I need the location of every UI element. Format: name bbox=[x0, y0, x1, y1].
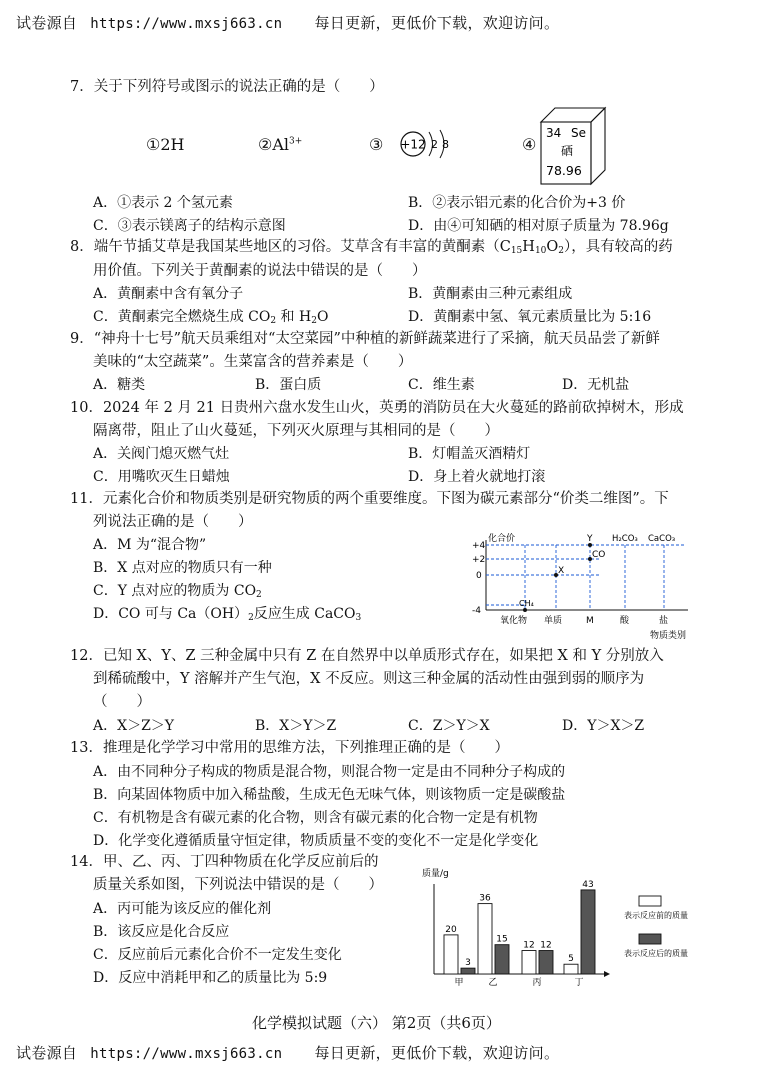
bar-after-3 bbox=[539, 951, 553, 974]
q7-symbol-2: $②Al^{3+}$ bbox=[258, 135, 303, 154]
q14-option-d[interactable]: D．反应中消耗甲和乙的质量比为 5:9 bbox=[93, 970, 328, 986]
q11-option-b[interactable]: B．X 点对应的物质只有一种 bbox=[93, 560, 272, 576]
q7-option-a[interactable]: A．①表示 2 个氢元素 bbox=[93, 195, 233, 211]
q12-stem-line-2: 到稀硫酸中，Y 溶解并产生气泡，X 不反应。则这三种金属的活动性由强到弱的顺序为 bbox=[93, 671, 645, 687]
q10-option-b[interactable]: B．灯帽盖灭酒精灯 bbox=[408, 446, 531, 462]
q11-option-a[interactable]: A．M 为“混合物” bbox=[93, 537, 207, 553]
page-header bbox=[16, 12, 559, 33]
q12-option-d[interactable]: D．Y＞X＞Z bbox=[562, 718, 645, 734]
substance-category-axis-label: 物质类别 bbox=[650, 631, 687, 641]
label-y: Y bbox=[587, 534, 593, 544]
q14-option-c[interactable]: C．反应前后元素化合价不一定发生变化 bbox=[93, 947, 342, 963]
data-label-after-1: 3 bbox=[465, 958, 471, 969]
q9-stem-line-2: 美味的“太空蔬菜”。生菜富含的营养素是（ ） bbox=[93, 354, 413, 370]
bar-before-4 bbox=[564, 964, 578, 974]
footer-url[interactable]: https://www.mxsj663.cn bbox=[90, 1046, 283, 1062]
q8-option-c[interactable]: C．黄酮素完全燃烧生成 $CO_2$ 和 $H_2O$ bbox=[93, 309, 329, 326]
atomic-mass: 78.96 bbox=[546, 163, 582, 178]
bar-before-1 bbox=[444, 935, 458, 974]
data-label-after-3: 12 bbox=[540, 940, 552, 951]
footer-slogan: 每日更新，更低价下载，欢迎访问。 bbox=[314, 1044, 560, 1062]
q10-option-c[interactable]: C．用嘴吹灭生日蜡烛 bbox=[93, 469, 230, 485]
ytick-plus4: +4 bbox=[472, 541, 486, 551]
q8-stem-line-2: 用价值。下列关于黄酮素的说法中错误的是（ ） bbox=[93, 263, 427, 279]
selenium-element-cell bbox=[537, 104, 609, 186]
category-oxide: 氧化物 bbox=[500, 616, 528, 626]
data-label-after-4: 43 bbox=[582, 879, 594, 890]
header-source: 试卷源自 bbox=[16, 14, 78, 32]
q9-stem-line-1: 9．“神舟十七号”航天员乘组对“太空菜园”中种植的新鲜蔬菜进行了采摘，航天员品尝了新鲜 bbox=[70, 331, 660, 347]
q14-option-a[interactable]: A．丙可能为该反应的催化剂 bbox=[93, 901, 272, 917]
header-slogan: 每日更新，更低价下载，欢迎访问。 bbox=[314, 14, 560, 32]
q12-stem-line-1: 12．已知 X、Y、Z 三种金属中只有 Z 在自然界中以单质形式存在，如果把 X 和 Y 分别放入 bbox=[70, 648, 664, 664]
label-x: X bbox=[558, 566, 565, 576]
q12-option-b[interactable]: B．X＞Y＞Z bbox=[255, 718, 337, 734]
footer-source: 试卷源自 bbox=[16, 1044, 78, 1062]
label-co: CO bbox=[592, 550, 606, 560]
q13-stem: 13．推理是化学学习中常用的思维方法，下列推理正确的是（ ） bbox=[70, 740, 509, 756]
data-label-before-2: 36 bbox=[479, 893, 491, 904]
valence-category-chart bbox=[470, 532, 700, 644]
category-acid: 酸 bbox=[620, 616, 630, 626]
bar-before-2 bbox=[478, 904, 492, 974]
valence-axis-label: 化合价 bbox=[488, 534, 516, 544]
q8-option-b[interactable]: B．黄酮素由三种元素组成 bbox=[408, 286, 573, 302]
q14-stem-line-1: 14．甲、乙、丙、丁四种物质在化学反应前后的 bbox=[70, 854, 379, 870]
q13-option-d[interactable]: D．化学变化遵循质量守恒定律，物质质量不变的变化不一定是化学变化 bbox=[93, 833, 539, 849]
ytick-zero: 0 bbox=[476, 571, 482, 581]
q8-option-d[interactable]: D．黄酮素中氢、氧元素质量比为 5:16 bbox=[408, 309, 652, 325]
q9-option-a[interactable]: A．糖类 bbox=[93, 377, 146, 393]
q7-option-c[interactable]: C．③表示镁离子的结构示意图 bbox=[93, 218, 286, 234]
electron-shell-1: 2 bbox=[431, 138, 438, 151]
bar-after-2 bbox=[495, 945, 509, 974]
q7-symbol-1: ①2H bbox=[146, 135, 185, 154]
q10-stem-line-2: 隔离带，阻止了山火蔓延，下列灭火原理与其相同的是（ ） bbox=[93, 423, 499, 439]
q10-option-d[interactable]: D．身上着火就地打滚 bbox=[408, 469, 546, 485]
category-m: M bbox=[586, 616, 594, 626]
ytick-plus2: +2 bbox=[472, 555, 486, 565]
nucleus-charge: +12 bbox=[400, 137, 426, 152]
q9-option-d[interactable]: D．无机盐 bbox=[562, 377, 630, 393]
header-url[interactable]: https://www.mxsj663.cn bbox=[90, 16, 283, 32]
q7-label-3: ③ bbox=[369, 135, 384, 154]
category-element: 单质 bbox=[544, 616, 563, 626]
x-axis-arrow bbox=[604, 971, 610, 977]
data-label-before-1: 20 bbox=[445, 924, 457, 935]
bar-after-4 bbox=[581, 890, 595, 974]
q8-option-a[interactable]: A．黄酮素中含有氧分子 bbox=[93, 286, 244, 302]
q14-stem-line-2: 质量关系如图，下列说法中错误的是（ ） bbox=[93, 877, 383, 893]
atomic-number: 34 bbox=[546, 126, 562, 140]
legend-after-label: 表示反应后的质量 bbox=[624, 949, 688, 958]
category-label-2: 乙 bbox=[488, 978, 498, 988]
label-h2co3: H₂CO₃ bbox=[612, 534, 638, 544]
q11-stem-line-1: 11．元素化合价和物质类别是研究物质的两个重要维度。下图为碳元素部分“价类二维图”。下 bbox=[70, 491, 669, 507]
mass-bar-chart bbox=[418, 862, 700, 994]
electron-shell-2: 8 bbox=[442, 138, 449, 151]
q10-stem-line-1: 10．2024 年 2 月 21 日贵州六盘水发生山火，英勇的消防员在大火蔓延的路前砍掉树木，形成 bbox=[70, 400, 684, 416]
q7-option-d[interactable]: D．由④可知硒的相对原子质量为 78.96g bbox=[408, 218, 669, 234]
page-bottom-line bbox=[16, 1042, 559, 1063]
q13-option-b[interactable]: B．向某固体物质中加入稀盐酸，生成无色无味气体，则该物质一定是碳酸盐 bbox=[93, 787, 566, 803]
q10-option-a[interactable]: A．关阀门熄灭燃气灶 bbox=[93, 446, 230, 462]
page-number-footer: 化学模拟试题（六） 第2页（共6页） bbox=[252, 1014, 501, 1032]
q14-option-b[interactable]: B．该反应是化合反应 bbox=[93, 924, 230, 940]
label-ch4: CH₄ bbox=[519, 599, 534, 608]
q12-option-a[interactable]: A．X＞Z＞Y bbox=[93, 718, 175, 734]
bar-after-1 bbox=[461, 968, 475, 974]
q12-option-c[interactable]: C．Z＞Y＞X bbox=[408, 718, 490, 734]
category-label-4: 丁 bbox=[574, 978, 584, 988]
legend-before-swatch bbox=[639, 896, 661, 906]
q11-option-c[interactable]: C．Y 点对应的物质为 $CO_2$ bbox=[93, 583, 262, 600]
element-name: 硒 bbox=[561, 144, 574, 158]
q9-option-b[interactable]: B．蛋白质 bbox=[255, 377, 322, 393]
q13-option-c[interactable]: C．有机物是含有碳元素的化合物，则含有碳元素的化合物一定是有机物 bbox=[93, 810, 538, 826]
bar-before-3 bbox=[522, 951, 536, 974]
data-label-after-2: 15 bbox=[496, 934, 508, 945]
q7-label-4: ④ bbox=[522, 135, 537, 154]
chart-ylabel: 质量/g bbox=[422, 869, 449, 879]
q12-stem-line-3: （ ） bbox=[93, 694, 151, 710]
point-ch4 bbox=[523, 608, 527, 612]
q11-option-d[interactable]: D．CO 可与 $Ca(OH)_2$反应生成 CaCO$_3$ bbox=[93, 606, 362, 623]
legend-before-label: 表示反应前的质量 bbox=[624, 911, 688, 920]
mg-ion-structure-diagram bbox=[396, 124, 466, 164]
q11-stem-line-2: 列说法正确的是（ ） bbox=[93, 514, 253, 530]
element-symbol: Se bbox=[571, 126, 586, 140]
q8-stem-line-1: 8．端午节插艾草是我国某些地区的习俗。艾草含有丰富的黄酮素$(C_{15}H_{10}O_2)$，具有较高的药 bbox=[70, 239, 673, 256]
q7-option-b[interactable]: B．②表示铝元素的化合价为+3 价 bbox=[408, 195, 626, 211]
q7-stem: 7．关于下列符号或图示的说法正确的是（ ） bbox=[70, 79, 384, 95]
category-label-3: 丙 bbox=[532, 978, 542, 988]
category-salt: 盐 bbox=[659, 616, 669, 626]
ytick-minus4: -4 bbox=[472, 606, 481, 616]
q13-option-a[interactable]: A．由不同种分子构成的物质是混合物，则混合物一定是由不同种分子构成的 bbox=[93, 764, 566, 780]
label-caco3: CaCO₃ bbox=[648, 534, 676, 544]
legend-after-swatch bbox=[639, 934, 661, 944]
category-label-1: 甲 bbox=[454, 978, 464, 988]
data-label-before-4: 5 bbox=[568, 954, 574, 965]
data-label-before-3: 12 bbox=[523, 940, 535, 951]
q9-option-c[interactable]: C．维生素 bbox=[408, 377, 475, 393]
